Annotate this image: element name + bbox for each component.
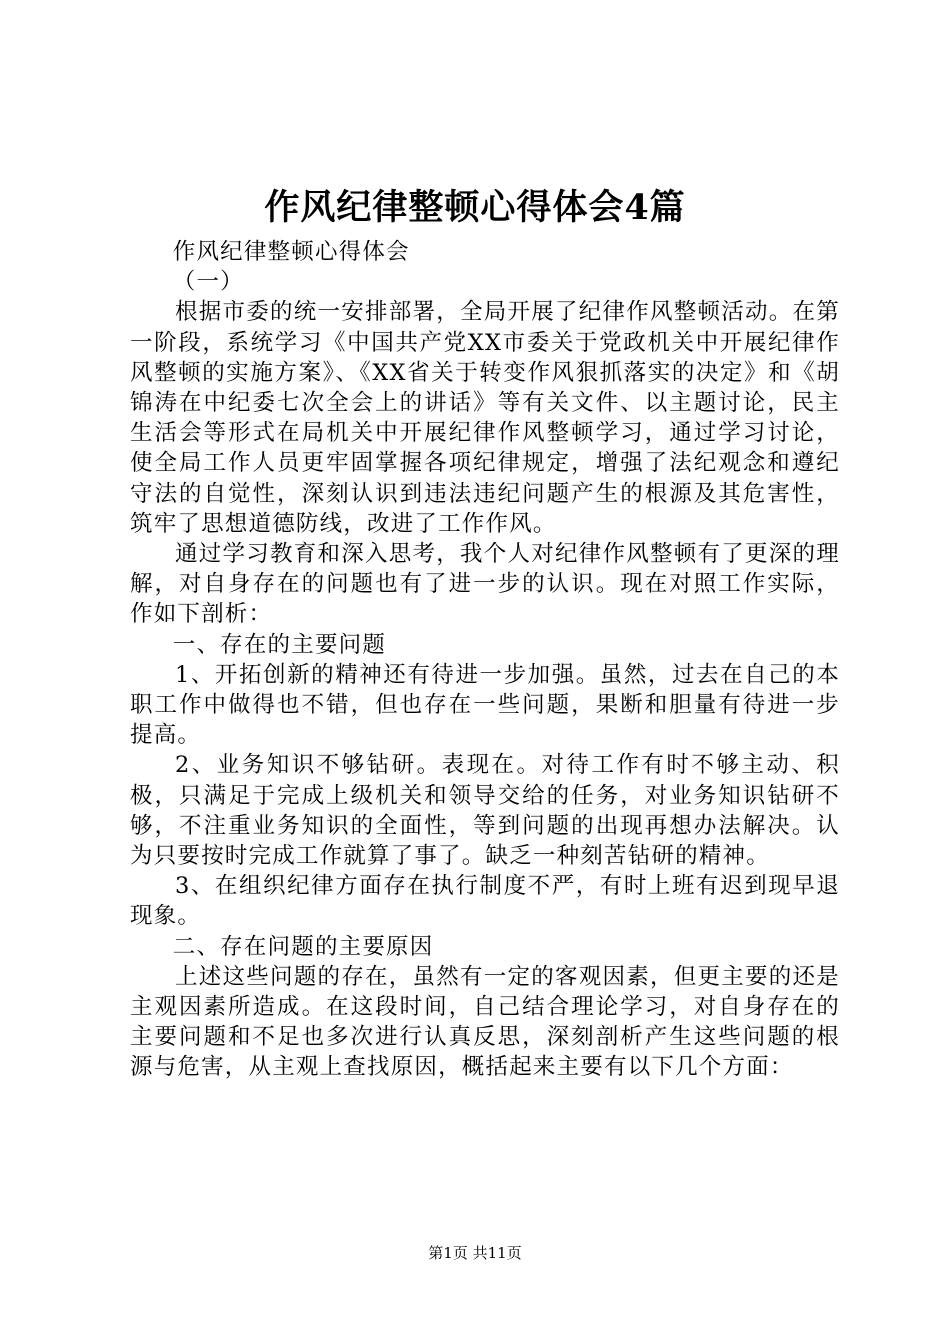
paragraph-1: 根据市委的统一安排部署，全局开展了纪律作风整顿活动。在第一阶段，系统学习《中国共产党XX市委关于党政机关中开展纪律作风整顿的实施方案》、《XX省关于转变作风狠抓落实的决定》和《胡锦涛在中纪委七次全会上的讲话》等有关文件、以主题讨论，民主生活会等形式在局机关中开展纪律作风整顿学习，通过学习讨论，使全局工作人员更牢固掌握各项纪律规定，增强了法纪观念和遵纪守法的自觉性，深刻认识到违法违纪问题产生的根源及其危害性，筑牢了思想道德防线，改进了工作作风。 <box>130 299 840 537</box>
paragraph-2: 通过学习教育和深入思考，我个人对纪律作风整顿有了更深的理解，对自身存在的问题也有了进一步的认识。现在对照工作实际，作如下剖析： <box>130 541 840 628</box>
subtitle: 作风纪律整顿心得体会 <box>172 239 410 265</box>
page-footer: 第1页 共11页 <box>428 1244 522 1262</box>
heading-main-problems: 一、存在的主要问题 <box>172 631 387 658</box>
document-body <box>130 237 840 1083</box>
heading-main-causes: 二、存在问题的主要原因 <box>172 933 434 960</box>
document-title: 作风纪律整顿心得体会4篇 <box>264 187 686 228</box>
paragraph-problem-3: 3、在组织纪律方面存在执行制度不严，有时上班有迟到现早退现象。 <box>130 873 840 930</box>
section-number: （一） <box>172 269 244 296</box>
paragraph-problem-1: 1、开拓创新的精神还有待进一步加强。虽然，过去在自己的本职工作中做得也不错，但也存在一些问题，果断和胆量有待进一步提高。 <box>130 661 840 749</box>
paragraph-causes: 上述这些问题的存在，虽然有一定的客观因素，但更主要的还是主观因素所造成。在这段时间，自己结合理论学习，对自身存在的主要问题和不足也多次进行认真反思，深刻剖析产生这些问题的根源与危害，从主观上查找原因，概括起来主要有以下几个方面： <box>130 963 840 1081</box>
paragraph-problem-2: 2、业务知识不够钻研。表现在。对待工作有时不够主动、积极，只满足于完成上级机关和领导交给的任务，对业务知识钻研不够，不注重业务知识的全面性，等到问题的出现再想办法解决。认为只要按时完成工作就算了事了。缺乏一种刻苦钻研的精神。 <box>130 752 840 870</box>
